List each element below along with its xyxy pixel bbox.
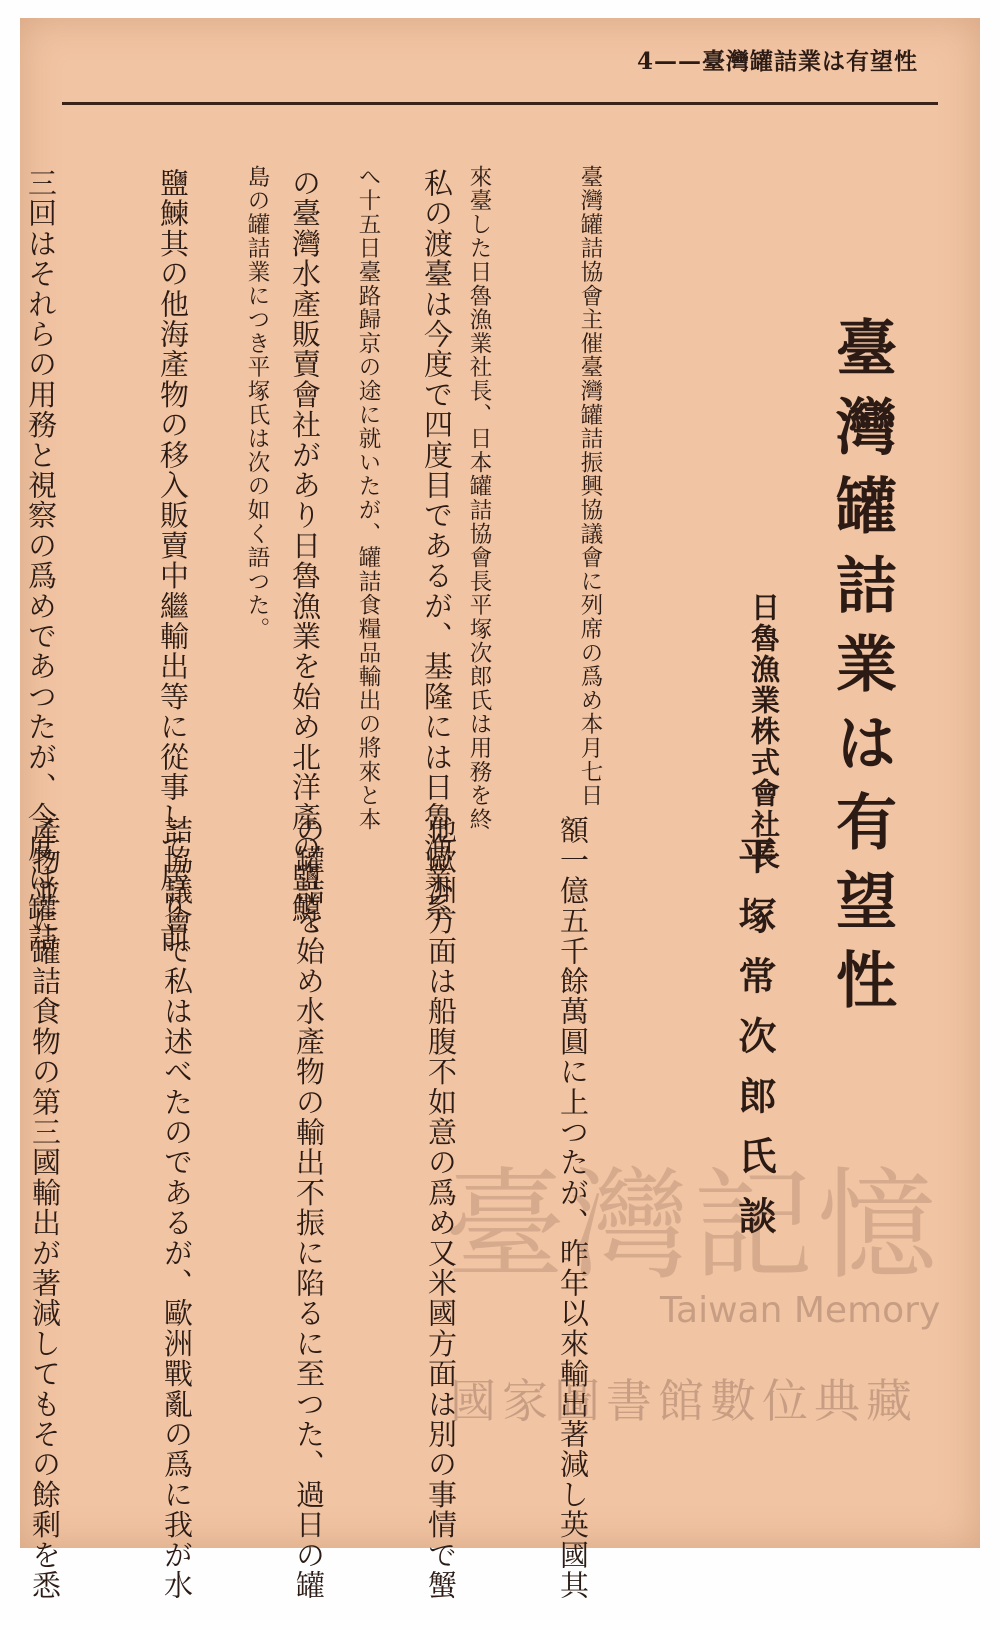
intro-line: 臺灣罐詰協會主催臺灣罐詰振興協議會に列席の爲め本月七日 xyxy=(577,165,603,808)
body-line: 三回はそれらの用務と視察の爲めであつたが、今度は罐詰 xyxy=(24,168,58,954)
body-line: 詰協議會で私は述べたのであるが、歐洲戰亂の爲に我が水 xyxy=(160,815,194,1601)
intro-line: 島の罐詰業につき平塚氏は次の如く語つた。 xyxy=(244,165,270,641)
intro-line: 來臺した日魯漁業社長、日本罐詰協會長平塚次郎氏は用務を終 xyxy=(466,165,492,832)
body-line: 鹽鰊其の他海產物の移入販賣中繼輸出等に從事して居り前 xyxy=(156,168,190,954)
watermark-subtitle: 國家圖書館數位典藏 xyxy=(450,1374,918,1428)
header-rule xyxy=(62,102,938,105)
body-line: の臺灣水產販賣會社があり日魯漁業を始め北洋產の鹽鱒、 xyxy=(288,168,322,954)
article-title: 臺灣罐詰業は有望性 xyxy=(826,316,897,1027)
running-header: 4——臺灣罐詰業は有望性 xyxy=(636,48,918,75)
intro-line: へ十五日臺路歸京の途に就いたが、罐詰食糧品輸出の將來と本 xyxy=(355,165,381,832)
body-line: 產物並に罐詰食物の第三國輸出が著減してもその餘剩を悉 xyxy=(28,815,62,1601)
author-name: 平塚常次郎氏談 xyxy=(732,836,777,1256)
body-line: 他歐洲方面は船腹不如意の爲め又米國方面は別の事情で蟹 xyxy=(424,815,458,1601)
watermark-logo: 臺灣記憶 xyxy=(445,1157,941,1296)
watermark-english: Taiwan Memory xyxy=(660,1290,941,1331)
body-line: 私の渡臺は今度で四度目であるが、基隆には日魯漁業系 xyxy=(420,168,454,923)
body-line: 額一億五千餘萬圓に上つたが、昨年以來輸出著減し英國其 xyxy=(556,815,590,1601)
body-line: の罐詰を始め水產物の輸出不振に陷るに至つた、過日の罐 xyxy=(292,815,326,1601)
author-affiliation: 日魯漁業株式會社長 xyxy=(747,592,781,871)
